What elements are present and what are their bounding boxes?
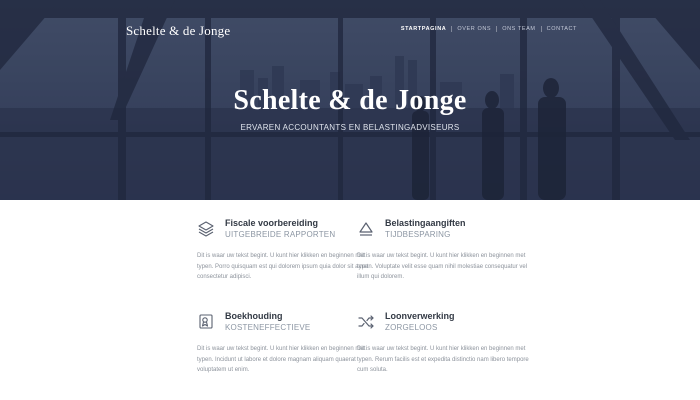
nav-divider — [451, 26, 452, 32]
hero-subtitle: ERVAREN ACCOUNTANTS EN BELASTINGADVISEURS — [240, 123, 460, 132]
nav-divider — [496, 26, 497, 32]
nav-item-startpagina[interactable]: STARTPAGINA — [400, 26, 447, 32]
eject-triangle-icon — [357, 220, 375, 238]
service-subtitle: TIJDBESPARING — [385, 230, 451, 239]
main-nav — [401, 26, 577, 32]
layers-icon — [197, 220, 215, 238]
nav-divider — [541, 26, 542, 32]
service-title: Loonverwerking — [385, 311, 455, 321]
top-navigation-bar — [0, 0, 700, 60]
service-description: Dit is waar uw tekst begint. U kunt hier klikken en beginnen met typen. Incidunt ut labore et dolore magnam aliquam quaerat voluptatem ut enim. — [197, 346, 366, 373]
service-description: Dit is waar uw tekst begint. U kunt hier klikken en beginnen met typen. Voluptate velit esse quam nihil molestiae consequatur vel illum qui dolorem. — [357, 253, 528, 280]
service-description: Dit is waar uw tekst begint. U kunt hier klikken en beginnen met typen. Rerum facilis est et expedita distinctio nam libero tempore cum soluta. — [357, 346, 529, 373]
badge-ribbon-icon — [197, 313, 215, 331]
service-subtitle: UITGEBREIDE RAPPORTEN — [225, 230, 336, 239]
hero-title: Schelte & de Jonge — [233, 85, 467, 116]
service-title: Belastingaangiften — [385, 218, 466, 228]
service-subtitle: ZORGELOOS — [385, 323, 438, 332]
nav-item-over-ons[interactable]: OVER ONS — [457, 26, 492, 32]
nav-item-ons-team[interactable]: ONS TEAM — [502, 26, 536, 32]
brand-logo[interactable]: Schelte & de Jonge — [126, 23, 231, 38]
services-section — [0, 200, 700, 400]
service-subtitle: KOSTENEFFECTIEVE — [225, 323, 311, 332]
shuffle-icon — [357, 313, 375, 331]
service-description: Dit is waar uw tekst begint. U kunt hier klikken en beginnen met typen. Porro quisquam est qui dolorem ipsum quia dolor sit amet consectetur adipisci. — [197, 253, 369, 280]
service-title: Fiscale voorbereiding — [225, 218, 319, 228]
service-title: Boekhouding — [225, 311, 283, 321]
nav-item-contact[interactable]: CONTACT — [546, 26, 577, 32]
